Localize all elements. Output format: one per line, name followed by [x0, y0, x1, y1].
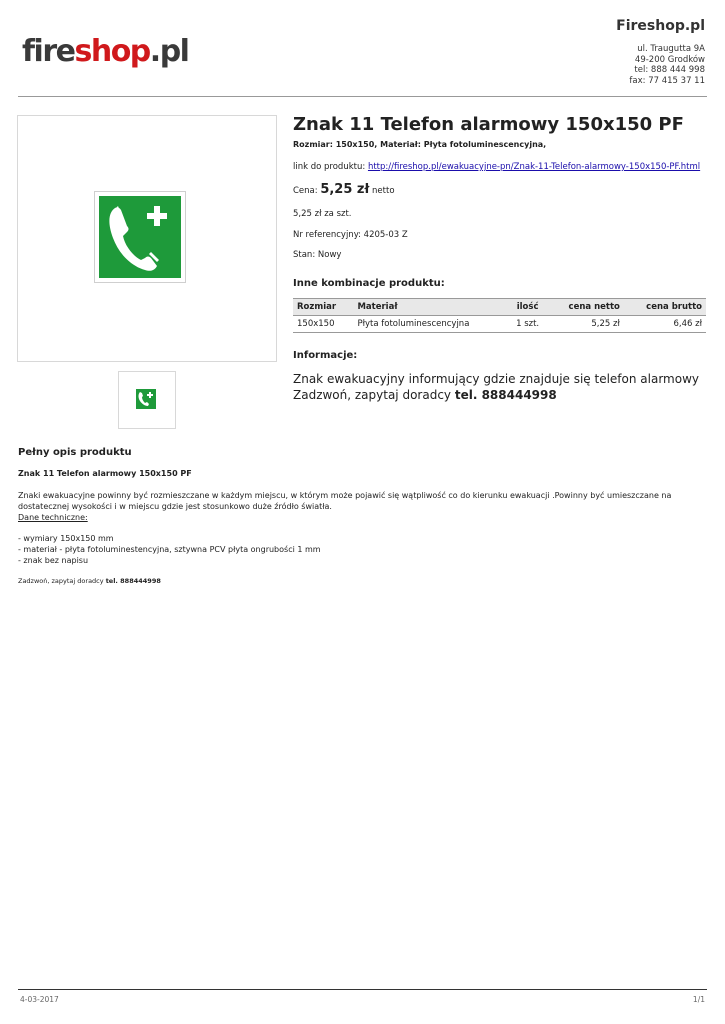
address-city: 49-200 Grodków [634, 54, 705, 65]
description-text: Znaki ewakuacyjne powinny być rozmieszczane w każdym miejscu, w którym może pojawić się wątpliwość co do kierunku ewakuacji .Powinny być umieszczane na dostatecznej wysokości i w miejscu gdzie jest stosunkowo duże źródło światła. [18, 491, 672, 511]
full-description-title: Pełny opis produktu [18, 447, 132, 458]
header-material: Materiał [353, 299, 507, 316]
header-net-price: cena netto [548, 299, 624, 316]
spec-item: - znak bez napisu [18, 556, 89, 565]
logo-text-pl: .pl [149, 34, 189, 69]
logo-text-shop: shop [74, 34, 150, 69]
product-link-line [293, 162, 700, 172]
sign-green-background [99, 196, 181, 278]
thumbnail-phone-icon [136, 389, 156, 409]
shop-name: Fireshop.pl [616, 18, 705, 34]
shop-address [629, 44, 705, 86]
spec-item: - wymiary 150x150 mm [18, 534, 114, 543]
product-link[interactable]: http://fireshop.pl/ewakuacyjne-pn/Znak-11-Telefon-alarmowy-150x150-PF.html [367, 162, 701, 172]
cell-size: 150x150 [293, 316, 353, 333]
cell-material: Płyta fotoluminescencyjna [353, 316, 507, 333]
address-street: ul. Traugutta 9A [637, 44, 705, 54]
condition-label: Stan: [293, 250, 316, 260]
phone-cross-icon [99, 196, 181, 278]
product-title: Znak 11 Telefon alarmowy 150x150 PF [293, 114, 684, 135]
cell-quantity: 1 szt. [508, 316, 548, 333]
condition [293, 250, 341, 260]
product-link-label: link do produktu: [293, 162, 366, 172]
footer-date: 4-03-2017 [20, 995, 59, 1004]
info-line-2 [293, 387, 699, 403]
reference-number [293, 230, 408, 240]
info-line-1: Znak ewakuacyjny informujący gdzie znajduje się telefon alarmowy [293, 372, 700, 386]
specs-list [18, 533, 321, 566]
tech-data-label: Dane techniczne: [18, 513, 88, 522]
unit-price: 5,25 zł za szt. [293, 209, 352, 219]
price-label: Cena: [293, 186, 318, 196]
thumbnail-sign [136, 389, 156, 409]
reference-value: 4205-03 Z [363, 230, 408, 240]
table-header-row [293, 299, 706, 316]
fireshop-logo[interactable] [22, 34, 188, 69]
footer-page-number: 1/1 [692, 995, 705, 1004]
table-row[interactable] [293, 316, 706, 333]
info-title: Informacje: [293, 350, 358, 361]
logo-text-fire: fire [22, 34, 75, 69]
cell-gross-price: 6,46 zł [624, 316, 706, 333]
combinations-table [293, 298, 706, 333]
footer-divider [18, 989, 707, 990]
spec-item: - materiał - płyta fotoluminestencyjna, sztywna PCV płyta ongrubości 1 mm [18, 545, 321, 554]
price-suffix: netto [372, 186, 395, 196]
emergency-phone-sign [94, 191, 186, 283]
condition-value: Nowy [317, 250, 342, 260]
call-phone: tel. 888444998 [105, 577, 161, 585]
reference-label: Nr referencyjny: [293, 230, 361, 240]
price-value: 5,25 zł [320, 182, 370, 197]
info-call-prefix: Zadzwoń, zapytaj doradcy [293, 388, 452, 402]
price-line [293, 182, 395, 197]
header-quantity: ilość [508, 299, 548, 316]
header-size: Rozmiar [293, 299, 353, 316]
header-divider [18, 96, 707, 97]
product-subtitle: Rozmiar: 150x150, Materiał: Płyta fotoluminescencyjna, [293, 140, 547, 149]
header-gross-price: cena brutto [624, 299, 706, 316]
address-fax: fax: 77 415 37 11 [629, 75, 705, 86]
product-thumbnail[interactable] [118, 371, 176, 429]
description-product-name: Znak 11 Telefon alarmowy 150x150 PF [18, 469, 192, 478]
cell-net-price: 5,25 zł [548, 316, 624, 333]
call-prefix: Zadzwoń, zapytaj doradcy [18, 577, 104, 585]
combinations-title: Inne kombinacje produktu: [293, 278, 445, 289]
main-product-image[interactable] [17, 115, 277, 362]
info-text [293, 371, 699, 403]
call-line [18, 577, 161, 585]
address-phone: tel: 888 444 998 [634, 65, 705, 75]
info-phone: tel. 888444998 [454, 388, 557, 402]
